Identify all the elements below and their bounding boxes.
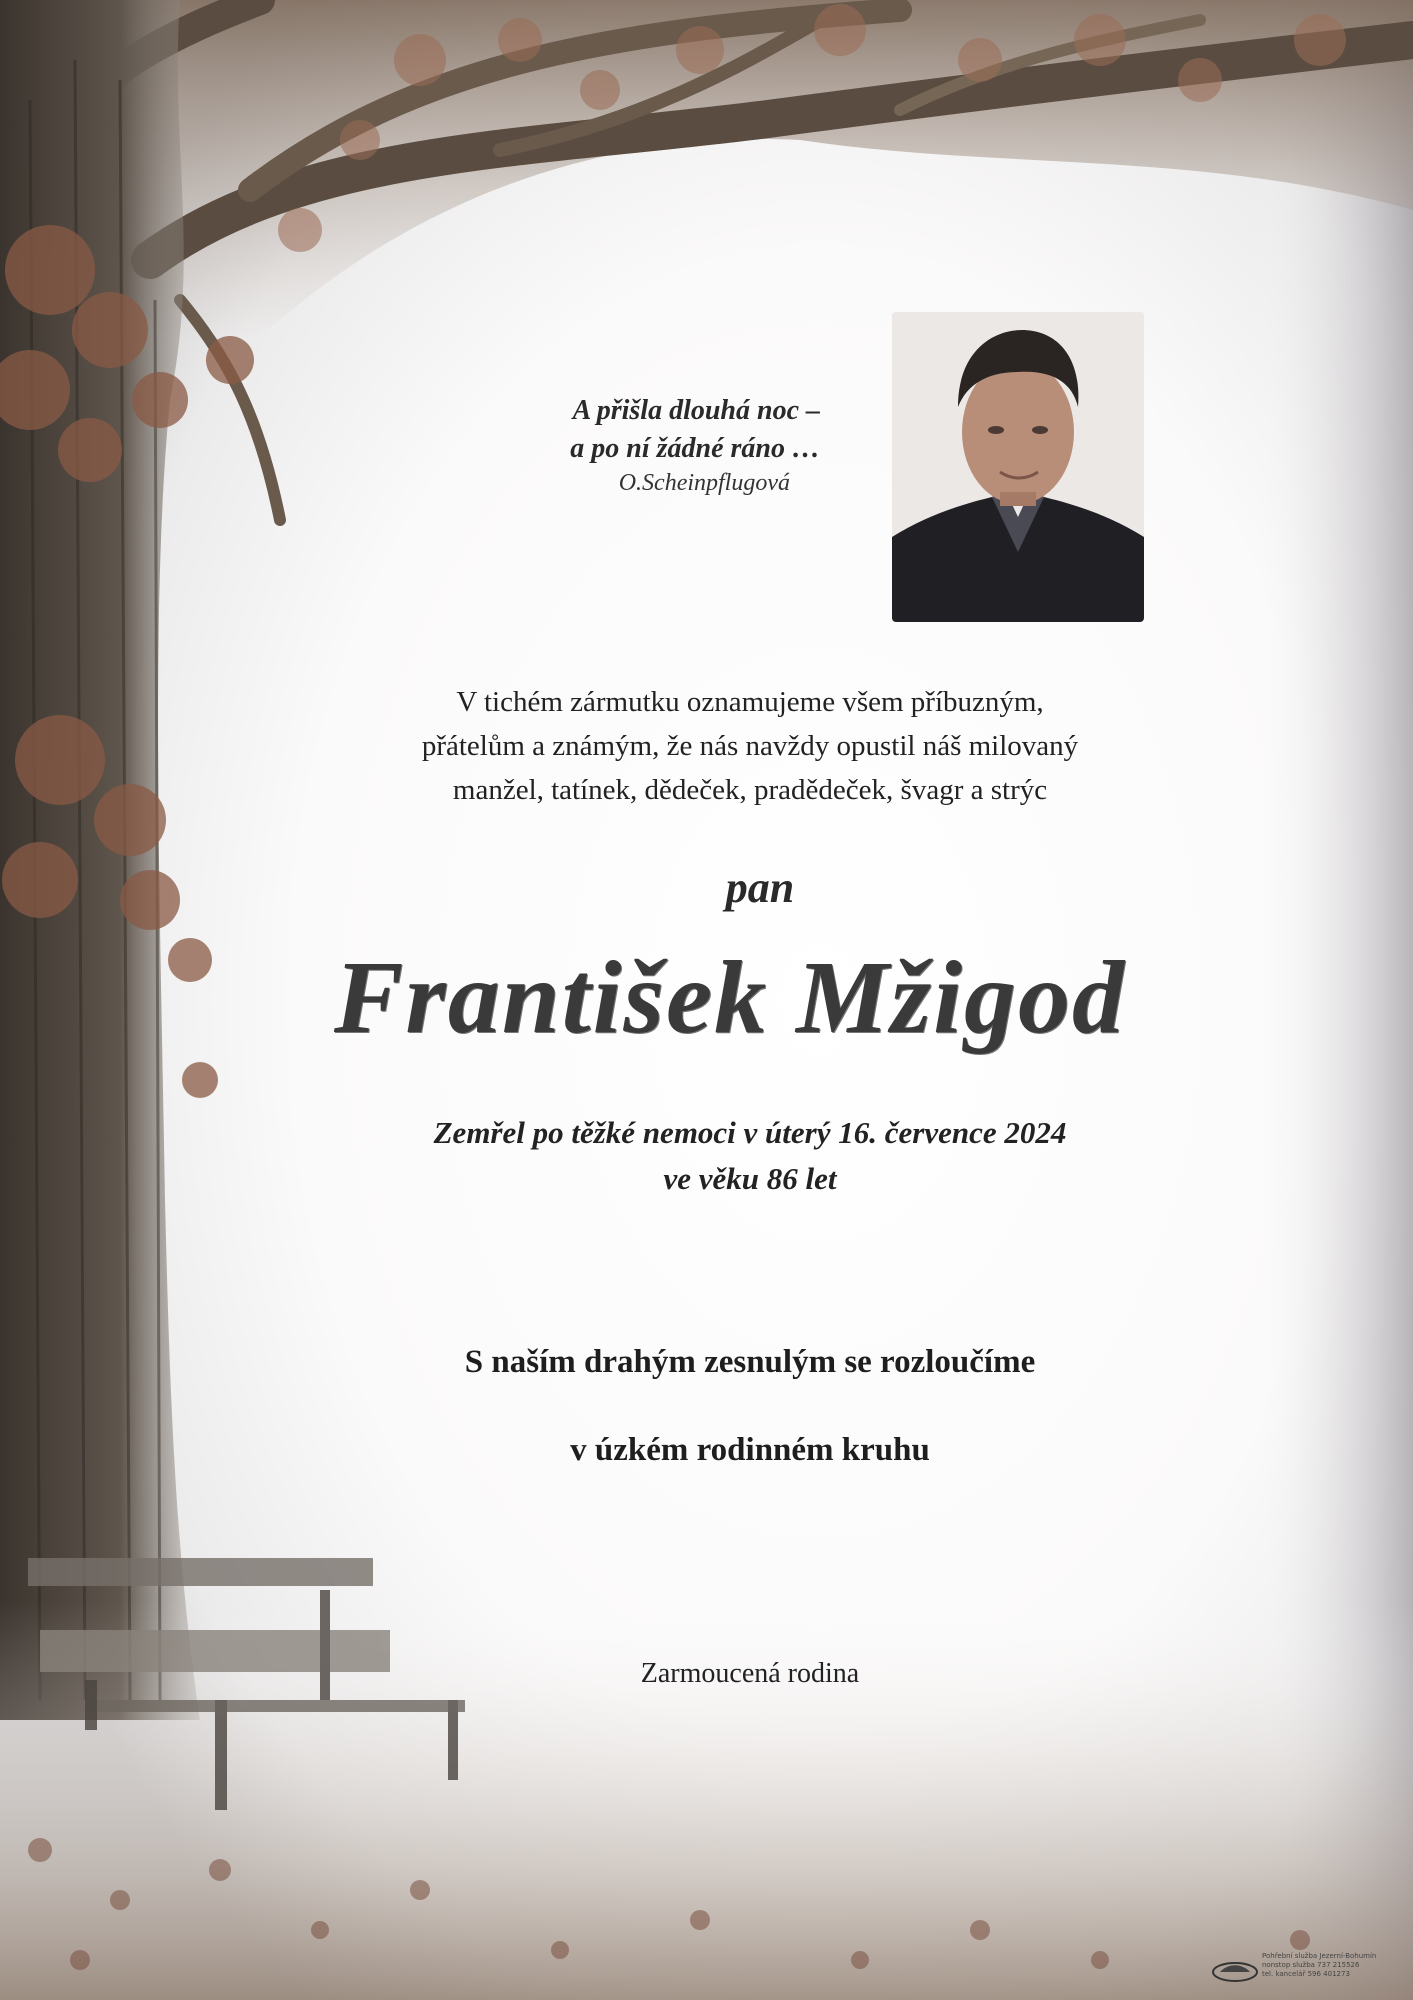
honorific-title: pan: [725, 863, 795, 912]
funeral-service-logo: [1210, 1955, 1260, 1985]
quote-author: O.Scheinpflugová: [618, 470, 790, 496]
announcement-line-1: V tichém zármutku oznamujeme všem příbuzným,: [456, 686, 1044, 718]
deceased-name: František Mžigod: [334, 940, 1126, 1055]
footer-line-3: tel. kancelář 596 401273: [1262, 1970, 1350, 1978]
farewell-line-1: S naším drahým zesnulým se rozloučíme: [464, 1344, 1036, 1380]
footer-line-1: Pohřební služba Jezerní-Bohumín: [1262, 1952, 1377, 1960]
epitaph-quote: [460, 392, 820, 468]
age-line: ve věku 86 let: [663, 1161, 837, 1196]
announcement-line-3: manžel, tatínek, dědeček, pradědeček, švagr a strýc: [452, 774, 1048, 806]
family-signature: Zarmoucená rodina: [640, 1658, 860, 1689]
quote-line-2: a po ní žádné ráno …: [570, 433, 820, 464]
deceased-portrait-photo: [892, 312, 1144, 622]
farewell-line-2: v úzkém rodinném kruhu: [570, 1432, 930, 1468]
announcement-line-2: přátelům a známým, že nás navždy opustil náš milovaný: [421, 730, 1079, 762]
funeral-service-contact: [1262, 1952, 1382, 1979]
announcement-text: [330, 680, 1170, 812]
death-date-line: Zemřel po těžké nemoci v úterý 16. července 2024: [433, 1115, 1067, 1150]
death-details: [300, 1110, 1200, 1202]
footer-line-2: nonstop služba 737 215526: [1262, 1961, 1360, 1969]
quote-line-1: A přišla dlouhá noc –: [572, 395, 820, 426]
